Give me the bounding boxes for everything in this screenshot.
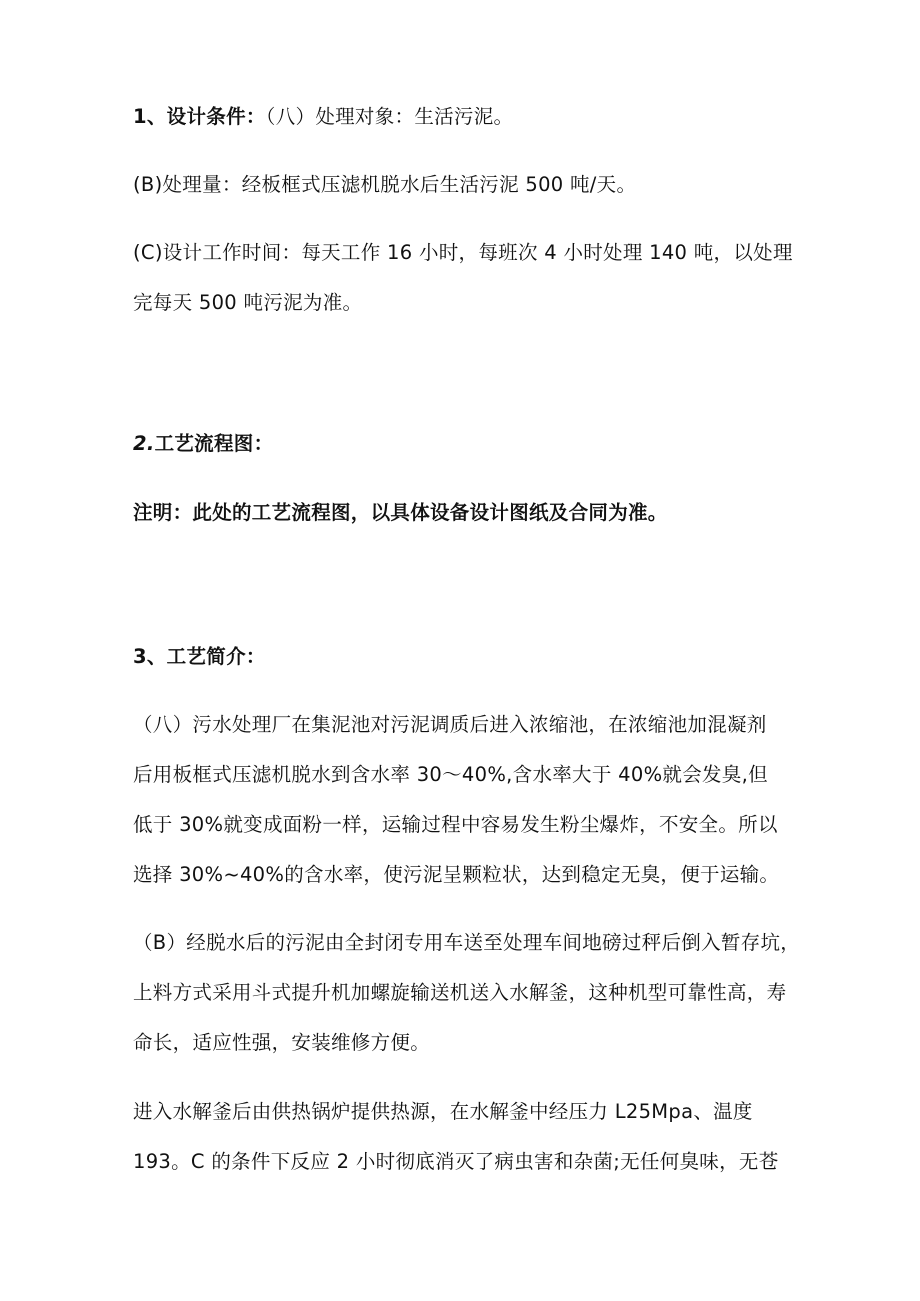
para-a-line: 后用板框式压滤机脱水到含水率 30～40%,含水率大于 40%就会发臭,但 <box>133 763 768 786</box>
section3-heading: 3、工艺简介： <box>133 645 266 668</box>
para-b-line: 命长，适应性强，安装维修方便。 <box>133 1031 431 1054</box>
para-a-line: （八）污水处理厂在集泥池对污泥调质后进入浓缩池，在浓缩池加混凝剂 <box>133 713 767 736</box>
para-a-line: 选择 30%~40%的含水率，使污泥呈颗粒状，达到稳定无臭，便于运输。 <box>133 863 780 886</box>
para-c-line: 193。C 的条件下反应 2 小时彻底消灭了病虫害和杂菌;无任何臭味，无苍 <box>133 1150 779 1173</box>
section2-heading <box>133 430 273 458</box>
para-b-line: 上料方式采用斗式提升机加螺旋输送机送入水解釜，这种机型可靠性高，寿 <box>133 981 787 1004</box>
section1-heading-number: 1、设计条件： <box>133 105 266 128</box>
para-a-line: 低于 30%就变成面粉一样，运输过程中容易发生粉尘爆炸，不安全。所以 <box>133 813 778 836</box>
para-b-line: （B）经脱水后的污泥由全封闭专用车送至处理车间地磅过秤后倒入暂存坑， <box>133 931 801 954</box>
section1-heading <box>133 103 513 131</box>
section2-heading-number: 2. <box>133 432 155 455</box>
section2-heading-text: 工艺流程图： <box>154 432 274 455</box>
section1-item-b: (B)处理量：经板框式压滤机脱水后生活污泥 500 吨/天。 <box>133 173 637 196</box>
para-c-line: 进入水解釜后由供热锅炉提供热源，在水解釜中经压力 L25Mpa、温度 <box>133 1100 753 1123</box>
section1-item-c-line1: (C)设计工作时间：每天工作 16 小时，每班次 4 小时处理 140 吨，以处理 <box>133 241 793 264</box>
section1-item-c-line2: 完每天 500 吨污泥为准。 <box>133 291 363 314</box>
section2-note: 注明：此处的工艺流程图，以具体设备设计图纸及合同为准。 <box>133 501 668 524</box>
section1-heading-text: （八）处理对象：生活污泥。 <box>265 105 514 128</box>
